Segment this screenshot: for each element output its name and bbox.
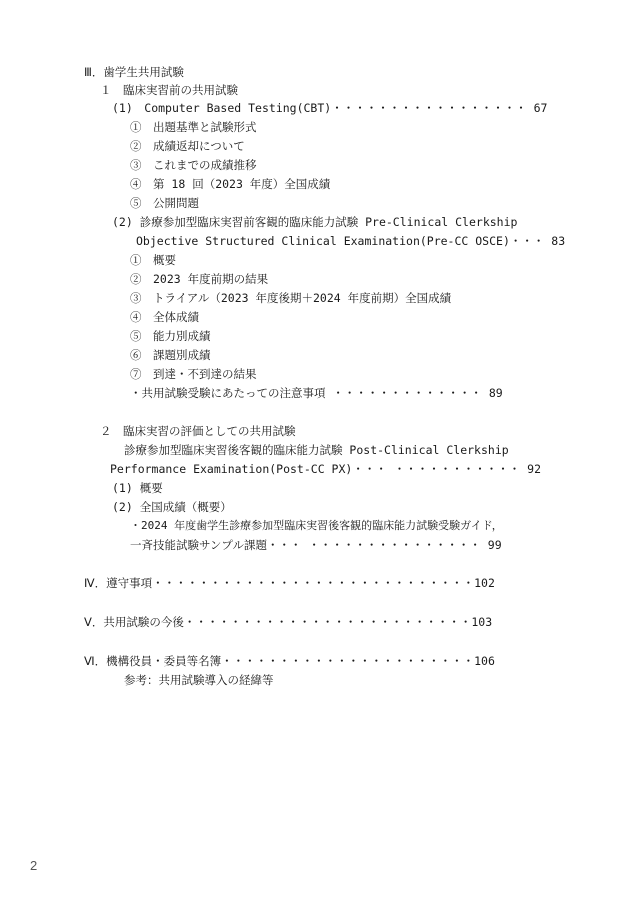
toc-subitem: ⑦ 到達・不到達の結果 — [130, 367, 257, 381]
toc-entry-px-line1: 診療参加型臨床実習後客観的臨床能力試験 Post-Clinical Clerkship — [124, 443, 509, 457]
toc-subitem: ④ 第 18 回（2023 年度）全国成績 — [130, 177, 331, 191]
toc-subitem: ② 2023 年度前期の結果 — [130, 272, 269, 286]
toc-entry-px-guide-line2: 一斉技能試験サンプル課題・・・ ・・・・・・・・・・・・・・・ 99 — [130, 538, 502, 552]
section-3-2-heading: ２ 臨床実習の評価としての共用試験 — [100, 424, 296, 438]
section-3-heading: Ⅲ．歯学生共用試験 — [84, 65, 184, 79]
toc-entry-reference: 参考：共用試験導入の経緯等 — [124, 673, 274, 687]
page-number: 2 — [30, 858, 38, 873]
toc-entry-osce-line1: (2) 診療参加型臨床実習前客観的臨床能力試験 Pre-Clinical Clerkship — [112, 215, 518, 229]
toc-entry-osce-line2: Objective Structured Clinical Examination(Pre-CC OSCE)・・・ 83 — [136, 234, 566, 248]
toc-subitem: ⑥ 課題別成績 — [130, 348, 211, 362]
toc-subitem: (2) 全国成績（概要） — [112, 500, 232, 514]
toc-entry-section-4: Ⅳ．遵守事項・・・・・・・・・・・・・・・・・・・・・・・・・・・・102 — [84, 576, 495, 590]
toc-subitem: ⑤ 公開問題 — [130, 196, 199, 210]
toc-entry-px-guide-line1: ・2024 年度歯学生診療参加型臨床実習後客観的臨床能力試験受験ガイド， — [130, 519, 503, 532]
toc-subitem: ① 出題基準と試験形式 — [130, 120, 257, 134]
toc-entry-section-5: Ⅴ．共用試験の今後・・・・・・・・・・・・・・・・・・・・・・・・・103 — [84, 615, 493, 629]
toc-subitem: ⑤ 能力別成績 — [130, 329, 211, 343]
toc-subitem: ③ トライアル（2023 年度後期＋2024 年度前期）全国成績 — [130, 291, 452, 305]
toc-entry-section-6: Ⅵ．機構役員・委員等名簿・・・・・・・・・・・・・・・・・・・・・・106 — [84, 654, 495, 668]
toc-subitem: (1) 概要 — [112, 481, 163, 495]
toc-subitem: ④ 全体成績 — [130, 310, 199, 324]
toc-subitem: ② 成績返却について — [130, 139, 245, 153]
toc-subitem: ① 概要 — [130, 253, 176, 267]
toc-entry-cbt: (1) Computer Based Testing(CBT)・・・・・・・・・・・・・・・・・ 67 — [112, 101, 548, 115]
section-3-1-heading: １ 臨床実習前の共用試験 — [100, 83, 238, 97]
toc-subitem: ③ これまでの成績推移 — [130, 158, 257, 172]
toc-entry-notice: ・共用試験受験にあたっての注意事項 ・・・・・・・・・・・・・ 89 — [130, 386, 503, 400]
toc-entry-px-line2: Performance Examination(Post-CC PX)・・・ ・・・・・・・・・・・ 92 — [110, 462, 542, 476]
